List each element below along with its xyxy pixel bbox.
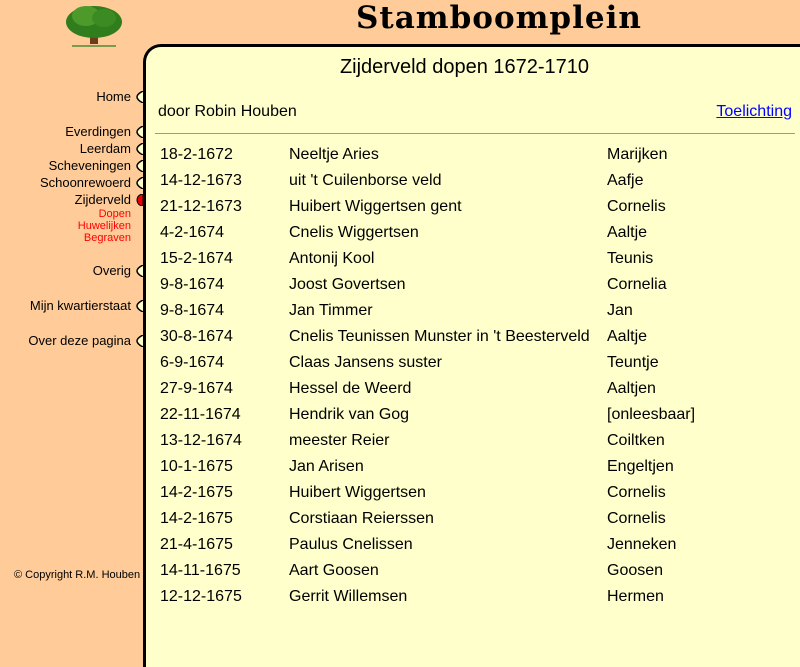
cell-date: 14-12-1673 bbox=[160, 172, 242, 189]
table-row bbox=[160, 146, 800, 172]
cell-date: 6-9-1674 bbox=[160, 354, 225, 371]
cell-father: Hessel de Weerd bbox=[289, 380, 412, 397]
page-title: Zijderveld dopen 1672-1710 bbox=[339, 56, 590, 78]
cell-child: Goosen bbox=[607, 562, 664, 579]
cell-date: 21-4-1675 bbox=[160, 536, 233, 553]
table-row bbox=[160, 484, 800, 510]
cell-child: Teunis bbox=[607, 250, 654, 267]
copyright: © Copyright R.M. Houben bbox=[14, 569, 141, 581]
cell-date: 12-12-1675 bbox=[160, 588, 242, 605]
cell-date: 10-1-1675 bbox=[160, 458, 233, 475]
cell-father: Gerrit Willemsen bbox=[289, 588, 408, 605]
table-row bbox=[160, 354, 800, 380]
nav-item-zijderveld[interactable]: Zijderveld bbox=[74, 192, 131, 207]
cell-child: Jan bbox=[607, 302, 633, 319]
notch-icon bbox=[135, 91, 143, 103]
cell-child: Cornelis bbox=[607, 198, 666, 215]
cell-father: Huibert Wiggertsen gent bbox=[289, 198, 462, 215]
notch-icon bbox=[135, 265, 143, 277]
notch-icon bbox=[135, 177, 143, 189]
cell-father: meester Reier bbox=[289, 432, 390, 449]
cell-date: 9-8-1674 bbox=[160, 302, 225, 319]
table-row bbox=[160, 562, 800, 588]
nav-item-mijn-kwartierstaat[interactable]: Mijn kwartierstaat bbox=[29, 298, 131, 313]
table-row bbox=[160, 536, 800, 562]
cell-date: 27-9-1674 bbox=[160, 380, 233, 397]
cell-child: [onleesbaar] bbox=[607, 406, 696, 423]
active-marker-icon bbox=[135, 194, 143, 206]
cell-child: Marijken bbox=[607, 146, 668, 163]
cell-father: Aart Goosen bbox=[289, 562, 379, 579]
table-row bbox=[160, 276, 800, 302]
table-row bbox=[160, 432, 800, 458]
subnav-item-begraven[interactable]: Begraven bbox=[83, 232, 131, 244]
cell-father: Cnelis Wiggertsen bbox=[289, 224, 419, 241]
table-row bbox=[160, 380, 800, 406]
cell-father: Huibert Wiggertsen bbox=[289, 484, 426, 501]
cell-date: 9-8-1674 bbox=[160, 276, 225, 293]
notch-icon bbox=[135, 160, 143, 172]
nav-item-overig[interactable]: Overig bbox=[92, 263, 131, 278]
table-row bbox=[160, 224, 800, 250]
cell-date: 13-12-1674 bbox=[160, 432, 242, 449]
cell-date: 30-8-1674 bbox=[160, 328, 233, 345]
table-row bbox=[160, 250, 800, 276]
table-row bbox=[160, 406, 800, 432]
cell-child: Aafje bbox=[607, 172, 644, 189]
nav-item-everdingen[interactable]: Everdingen bbox=[65, 124, 131, 139]
cell-date: 14-11-1675 bbox=[160, 562, 241, 579]
table-row bbox=[160, 510, 800, 536]
cell-date: 15-2-1674 bbox=[160, 250, 233, 267]
divider bbox=[155, 133, 795, 134]
cell-child: Hermen bbox=[607, 588, 664, 605]
cell-father: Corstiaan Reierssen bbox=[289, 510, 434, 527]
notch-icon bbox=[135, 126, 143, 138]
author: door Robin Houben bbox=[158, 103, 297, 120]
tree-logo bbox=[64, 2, 124, 48]
cell-father: Cnelis Teunissen Munster in 't Beesterveld bbox=[289, 328, 590, 345]
table-row bbox=[160, 588, 800, 614]
table-row bbox=[160, 328, 800, 354]
cell-father: uit 't Cuilenborse veld bbox=[289, 172, 442, 189]
cell-child: Cornelis bbox=[607, 510, 666, 527]
table-row bbox=[160, 198, 800, 224]
cell-date: 14-2-1675 bbox=[160, 510, 233, 527]
cell-father: Hendrik van Gog bbox=[289, 406, 410, 423]
cell-father: Neeltje Aries bbox=[289, 146, 379, 163]
cell-date: 14-2-1675 bbox=[160, 484, 233, 501]
cell-date: 21-12-1673 bbox=[160, 198, 242, 215]
cell-child: Engeltjen bbox=[607, 458, 674, 475]
nav-item-scheveningen[interactable]: Scheveningen bbox=[48, 158, 131, 173]
cell-father: Joost Govertsen bbox=[289, 276, 406, 293]
cell-child: Teuntje bbox=[607, 354, 659, 371]
cell-date: 22-11-1674 bbox=[160, 406, 241, 423]
cell-child: Jenneken bbox=[607, 536, 677, 553]
cell-father: Claas Jansens suster bbox=[289, 354, 442, 371]
cell-child: Aaltjen bbox=[607, 380, 656, 397]
subnav-item-dopen[interactable]: Dopen bbox=[98, 208, 131, 220]
nav-item-home[interactable]: Home bbox=[96, 89, 131, 104]
subnav-item-huwelijken[interactable]: Huwelijken bbox=[77, 220, 131, 232]
cell-child: Aaltje bbox=[607, 224, 648, 241]
notch-icon bbox=[135, 300, 143, 312]
site-title: Stamboomplein bbox=[356, 0, 642, 36]
cell-date: 18-2-1672 bbox=[160, 146, 233, 163]
cell-child: Cornelis bbox=[607, 484, 666, 501]
cell-child: Coiltken bbox=[607, 432, 665, 449]
nav-item-leerdam[interactable]: Leerdam bbox=[79, 141, 131, 156]
cell-child: Cornelia bbox=[607, 276, 667, 293]
cell-father: Antonij Kool bbox=[289, 250, 375, 267]
notch-icon bbox=[135, 335, 143, 347]
cell-father: Jan Arisen bbox=[289, 458, 364, 475]
nav-item-over-deze-pagina[interactable]: Over deze pagina bbox=[28, 333, 131, 348]
table-row bbox=[160, 302, 800, 328]
cell-father: Jan Timmer bbox=[289, 302, 373, 319]
nav-item-schoonrewoerd[interactable]: Schoonrewoerd bbox=[39, 175, 131, 190]
toelichting-link[interactable]: Toelichting bbox=[716, 103, 792, 120]
cell-child: Aaltje bbox=[607, 328, 648, 345]
notch-icon bbox=[135, 143, 143, 155]
cell-father: Paulus Cnelissen bbox=[289, 536, 413, 553]
table-row bbox=[160, 458, 800, 484]
table-row bbox=[160, 172, 800, 198]
cell-date: 4-2-1674 bbox=[160, 224, 225, 241]
